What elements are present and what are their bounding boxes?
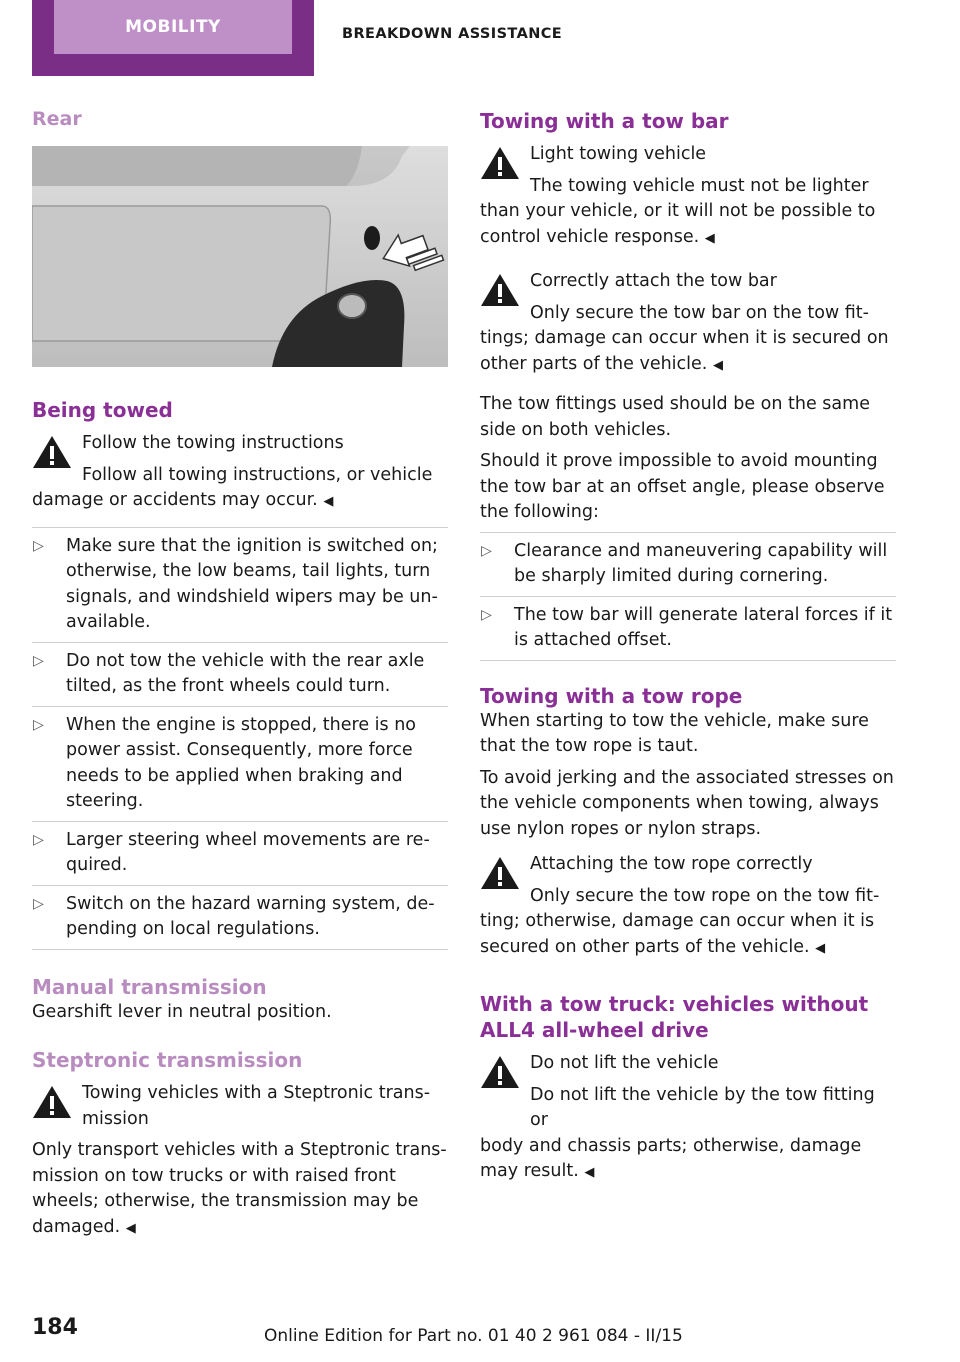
warning-body: Only transport vehicles with a Steptronic trans-mission on tow trucks or with raised front wheels; otherwise, the transmission may be damaged. <box>32 1140 447 1237</box>
end-mark: ◀ <box>125 1220 136 1236</box>
tow-rope-heading: Towing with a tow rope <box>480 683 743 708</box>
chapter-tab-label: MOBILITY <box>54 0 292 54</box>
manual-transmission-heading: Manual transmission <box>32 974 267 999</box>
warning-title: Follow the towing instructions <box>82 433 344 453</box>
warning-body-first-line: Only secure the tow bar on the tow fit- <box>530 302 869 323</box>
tow-rope-paragraph-2: To avoid jerking and the associated stresses on the vehicle components when towing, always use nylon ropes or nylon straps. <box>480 767 894 839</box>
bullet-triangle-icon: ▷ <box>33 831 44 848</box>
bullet-triangle-icon: ▷ <box>481 606 492 623</box>
bullet-triangle-icon: ▷ <box>481 542 492 559</box>
warning-triangle-icon <box>32 1085 72 1119</box>
end-mark: ◀ <box>704 230 715 246</box>
list-item: ▷ The tow bar will generate lateral forces if it is attached offset. <box>480 596 896 661</box>
bullet-triangle-icon: ▷ <box>33 895 44 912</box>
warning-light-towing-vehicle <box>480 142 896 251</box>
warning-body: ting; otherwise, damage can occur when it is secured on other parts of the vehicle. <box>480 911 875 957</box>
car-rear-tow-fitting-illustration <box>32 146 448 367</box>
warning-steptronic <box>32 1081 448 1241</box>
warning-title: Correctly attach the tow bar <box>530 271 777 291</box>
list-item: ▷ When the engine is stopped, there is no power assist. Consequently, more force needs to be applied when braking and steering. <box>32 706 448 821</box>
header-tab <box>32 0 314 76</box>
manual-transmission-body: Gearshift lever in neutral position. <box>32 1001 332 1022</box>
end-mark: ◀ <box>712 357 723 373</box>
warning-tow-rope <box>480 852 896 961</box>
tow-bar-heading: Towing with a tow bar <box>480 109 729 133</box>
warning-body-first-line: Do not lift the vehicle by the tow fitting or <box>530 1084 875 1130</box>
left-column <box>32 108 448 1241</box>
bullet-triangle-icon: ▷ <box>33 716 44 733</box>
tow-rope-paragraph-1: When starting to tow the vehicle, make sure that the tow rope is taut. <box>480 710 869 756</box>
list-item: ▷ Do not tow the vehicle with the rear axle tilted, as the front wheels could turn. <box>32 642 448 706</box>
edition-footer: Online Edition for Part no. 01 40 2 961 084 - II/15 <box>264 1326 683 1346</box>
warning-title: Do not lift the vehicle <box>530 1053 719 1073</box>
warning-triangle-icon <box>480 1055 520 1089</box>
warning-triangle-icon <box>480 146 520 180</box>
list-item: ▷ Larger steering wheel movements are re-quired. <box>32 821 448 885</box>
end-mark: ◀ <box>323 494 334 509</box>
warning-attach-tow-bar <box>480 269 896 378</box>
warning-body: tings; damage can occur when it is secured on other parts of the vehicle. <box>480 328 889 374</box>
breadcrumb: BREAKDOWN ASSISTANCE <box>342 26 563 42</box>
bullet-triangle-icon: ▷ <box>33 537 44 554</box>
warning-title: Towing vehicles with a Steptronic trans-mission <box>82 1083 431 1129</box>
warning-title: Light towing vehicle <box>530 144 707 164</box>
warning-body: than your vehicle, or it will not be possible to control vehicle response. <box>480 201 876 247</box>
warning-triangle-icon <box>32 435 72 469</box>
warning-body: Follow all towing instructions, or vehicle damage or accidents may occur. <box>32 464 433 510</box>
tow-fittings-paragraph: The tow fittings used should be on the same side on both vehicles. <box>480 394 870 440</box>
bullet-triangle-icon: ▷ <box>33 652 44 669</box>
warning-follow-towing <box>32 431 448 515</box>
warning-do-not-lift <box>480 1051 896 1186</box>
tow-bar-list <box>480 532 896 661</box>
being-towed-list <box>32 527 448 950</box>
offset-angle-paragraph: Should it prove impossible to avoid mounting the tow bar at an offset angle, please observe the following: <box>480 451 885 522</box>
tow-truck-heading: With a tow truck: vehicles without ALL4 all-wheel drive <box>480 992 869 1042</box>
end-mark: ◀ <box>815 940 826 956</box>
right-column <box>480 108 896 1186</box>
warning-triangle-icon <box>480 856 520 890</box>
warning-triangle-icon <box>480 273 520 307</box>
steptronic-heading: Steptronic transmission <box>32 1048 303 1072</box>
warning-title: Attaching the tow rope correctly <box>530 854 813 874</box>
end-mark: ◀ <box>584 1165 595 1180</box>
list-item: ▷ Clearance and maneuvering capability will be sharply limited during cornering. <box>480 532 896 596</box>
list-item: ▷ Switch on the hazard warning system, de-pending on local regulations. <box>32 885 448 950</box>
page-number: 184 <box>32 1315 78 1340</box>
warning-body: body and chassis parts; otherwise, damage may result. <box>480 1135 862 1181</box>
warning-body-first-line: Only secure the tow rope on the tow fit- <box>530 885 880 906</box>
list-item: ▷ Make sure that the ignition is switched on; otherwise, the low beams, tail lights, turn signals, and windshield wipers may be un-available. <box>32 527 448 642</box>
rear-heading: Rear <box>32 108 82 130</box>
being-towed-heading: Being towed <box>32 398 173 422</box>
warning-body-first-line: The towing vehicle must not be lighter <box>530 175 869 196</box>
